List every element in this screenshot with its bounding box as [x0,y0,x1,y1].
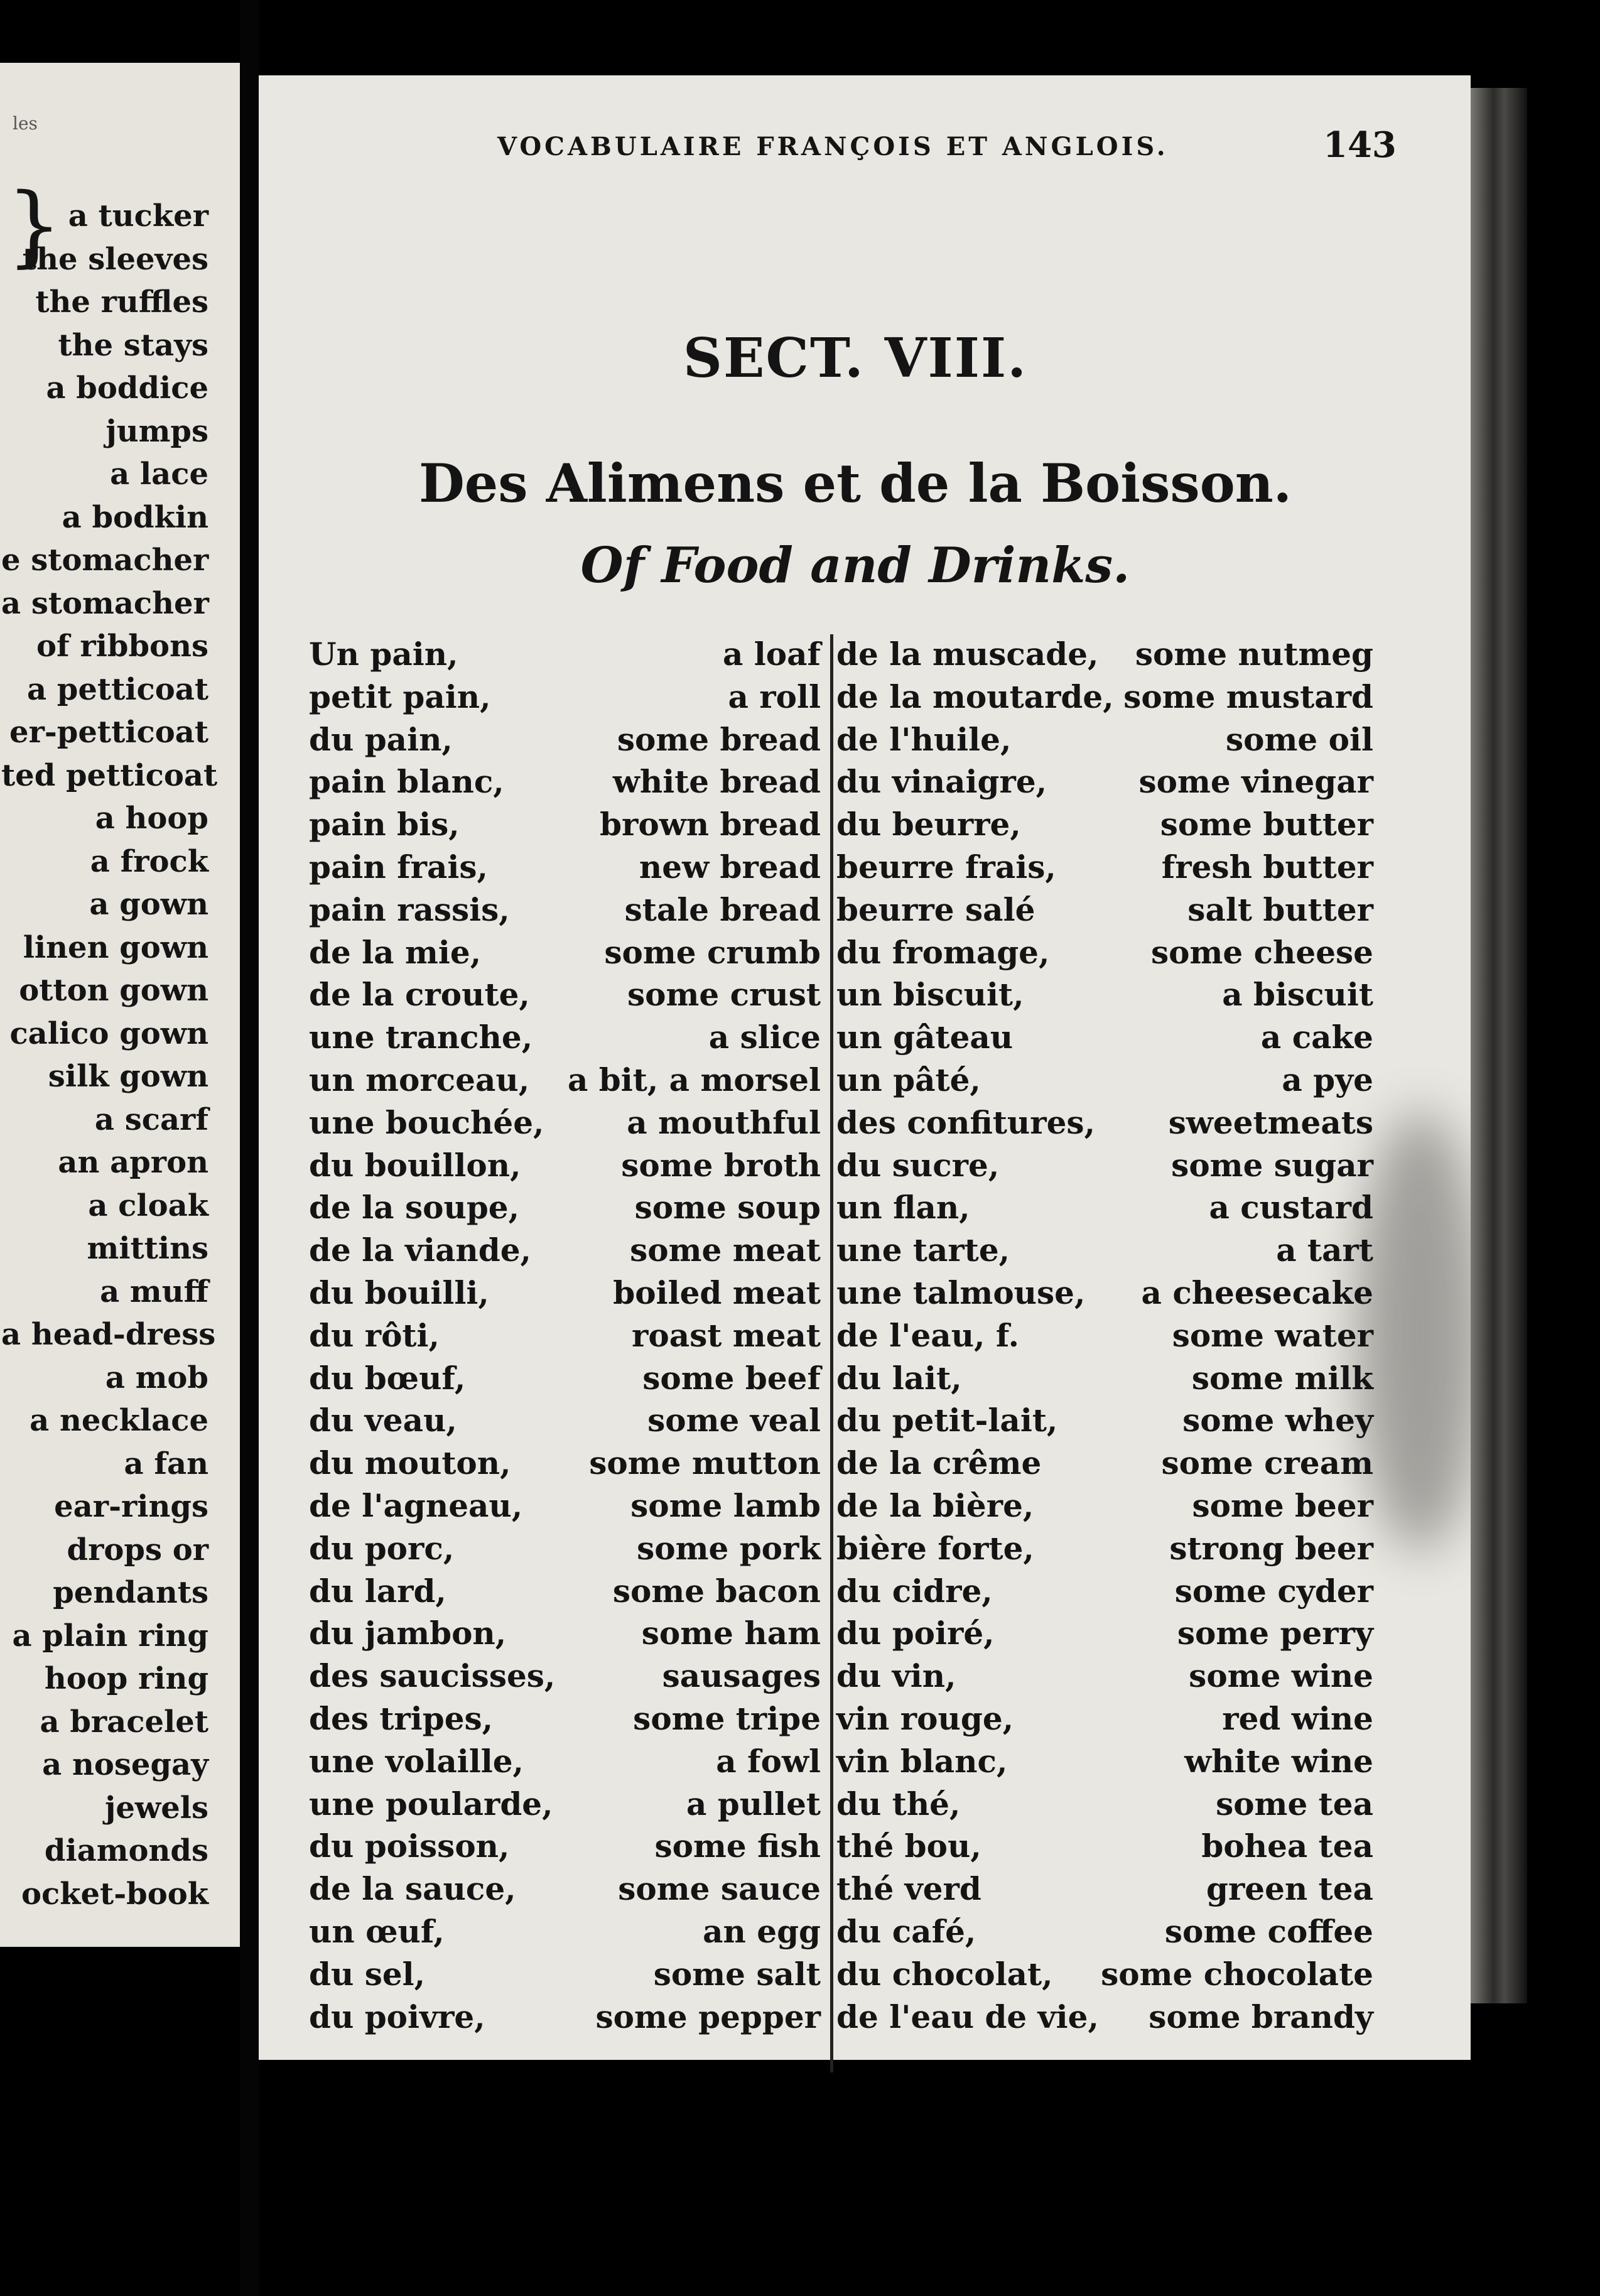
left-list-item: ear-rings [54,1489,208,1524]
english-term: a tart [1276,1232,1373,1269]
book-gutter [240,0,259,2296]
french-term: du rôti, [309,1316,440,1354]
english-term: some perry [1177,1615,1373,1652]
left-list-item: a hoop [95,801,208,836]
french-term: vin blanc, [836,1742,1008,1780]
left-list-item: a cloak [88,1188,208,1223]
french-term: du vin, [836,1657,956,1695]
english-term: some beer [1192,1486,1373,1524]
english-term: some milk [1191,1359,1373,1397]
french-term: de l'eau de vie, [836,1998,1099,2035]
french-term: pain frais, [309,848,488,885]
english-term: a custard [1209,1189,1373,1227]
english-term: some lamb [630,1486,821,1524]
french-term: de la bière, [836,1486,1034,1524]
french-term: de la mie, [309,933,482,971]
left-list-item: calico gown [9,1015,208,1051]
left-list-item: diamonds [44,1833,208,1868]
english-term: some whey [1182,1402,1373,1439]
french-term: une poularde, [309,1785,553,1822]
page-stain [1358,1112,1483,1551]
english-term: a cheesecake [1141,1274,1373,1311]
english-term: some salt [653,1955,821,1993]
left-list-item: a necklace [30,1403,208,1438]
left-list-item: linen gown [23,929,208,965]
english-term: red wine [1222,1699,1373,1737]
english-term: sausages [662,1657,821,1695]
french-term: pain rassis, [309,891,510,928]
left-list-item: a muff [100,1274,208,1309]
french-term: de la moutarde, [836,678,1114,715]
english-term: white bread [612,763,821,801]
english-term: green tea [1206,1870,1373,1908]
left-list-item: a fan [124,1446,208,1481]
left-top-mark: les [13,113,38,134]
english-term: some oil [1226,720,1373,758]
left-list-item: otton gown [19,973,208,1008]
french-term: de la croute, [309,976,530,1014]
english-term: a roll [728,678,821,715]
english-term: some butter [1160,806,1373,843]
english-term: some bacon [612,1572,821,1610]
english-term: a bit, a morsel [567,1061,821,1098]
english-term: some pepper [595,1998,821,2035]
left-list-item: ted petticoat [1,757,218,793]
left-list-item: a nosegay [42,1747,208,1782]
left-list-item: a boddice [46,371,208,406]
english-term: some vinegar [1138,763,1373,801]
running-head: VOCABULAIRE FRANÇOIS ET ANGLOIS. [497,132,1169,161]
french-term: du fromage, [836,933,1050,971]
subtitle-french: Des Alimens et de la Boisson. [418,452,1292,514]
right-page [259,75,1471,2060]
french-term: du lard, [309,1572,446,1610]
english-term: salt butter [1187,891,1373,928]
english-term: some cyder [1174,1572,1373,1610]
french-term: de la viande, [309,1232,531,1269]
french-term: du petit-lait, [836,1402,1058,1439]
french-term: une talmouse, [836,1274,1086,1311]
english-term: some crumb [604,933,821,971]
french-term: de la crême [836,1444,1042,1482]
french-term: du bœuf, [309,1359,466,1397]
english-term: some tripe [633,1699,821,1737]
left-list-item: the stays [58,327,208,363]
french-term: thé verd [836,1870,981,1908]
left-list-item: a scarf [94,1102,208,1137]
left-list-item: ocket-book [21,1876,208,1912]
french-term: bière forte, [836,1529,1034,1567]
french-term: thé bou, [836,1828,981,1865]
french-term: du poiré, [836,1615,995,1652]
english-term: a mouthful [627,1103,821,1141]
english-term: stale bread [624,891,821,928]
french-term: petit pain, [309,678,491,715]
english-term: some crust [627,976,821,1014]
left-page [0,63,240,1947]
left-list-item: a mob [105,1360,208,1395]
french-term: du lait, [836,1359,962,1397]
french-term: un biscuit, [836,976,1024,1014]
french-term: du cidre, [836,1572,993,1610]
english-term: some brandy [1149,1998,1373,2035]
french-term: une volaille, [309,1742,524,1780]
english-term: some fish [654,1828,821,1865]
french-term: pain bis, [309,806,460,843]
english-term: boiled meat [613,1274,821,1311]
french-term: du sucre, [836,1146,1000,1184]
french-term: du pain, [309,720,453,758]
french-term: un pâté, [836,1061,981,1098]
english-term: some pork [637,1529,821,1567]
english-term: some cheese [1150,933,1373,971]
left-list-item: of ribbons [36,629,208,664]
english-term: some beef [642,1359,821,1397]
english-term: sweetmeats [1168,1103,1373,1141]
english-term: roast meat [632,1316,821,1354]
french-term: du poisson, [309,1828,510,1865]
english-term: some meat [630,1232,821,1269]
left-list-item: hoop ring [44,1661,208,1696]
english-term: strong beer [1169,1529,1373,1567]
french-term: des tripes, [309,1699,494,1737]
left-list-item: er-petticoat [9,715,208,750]
english-term: fresh butter [1161,848,1373,885]
english-term: a biscuit [1222,976,1373,1014]
french-term: du beurre, [836,806,1021,843]
french-term: du porc, [309,1529,455,1567]
english-term: brown bread [600,806,821,843]
french-term: des confitures, [836,1103,1095,1141]
english-term: some mustard [1123,678,1373,715]
english-term: some sugar [1171,1146,1373,1184]
french-term: du bouillon, [309,1146,521,1184]
english-term: some water [1172,1316,1373,1354]
french-term: du sel, [309,1955,426,1993]
left-list-item: the sleeves [22,241,208,277]
left-list-item: a lace [110,457,208,492]
french-term: du thé, [836,1785,961,1822]
french-term: de l'huile, [836,720,1012,758]
page-edge [1471,88,1527,2003]
left-list-item: the ruffles [35,284,208,320]
english-term: an egg [703,1912,821,1950]
french-term: du café, [836,1912,976,1950]
english-term: a loaf [722,636,821,673]
subtitle-english: Of Food and Drinks. [580,537,1130,594]
left-list-item: a head-dress [1,1317,216,1352]
english-term: some ham [641,1615,821,1652]
english-term: a pullet [686,1785,821,1822]
french-term: de l'agneau, [309,1486,523,1524]
english-term: a slice [708,1019,821,1056]
brace: } [6,175,63,277]
french-term: de la sauce, [309,1870,516,1908]
left-list-item: jumps [105,413,208,449]
left-list-item: a tucker [68,198,208,234]
english-term: some cream [1161,1444,1373,1482]
french-term: un œuf, [309,1912,445,1950]
french-term: beurre salé [836,891,1035,928]
french-term: une tranche, [309,1019,533,1056]
english-term: some sauce [618,1870,821,1908]
english-term: bohea tea [1201,1828,1373,1865]
left-list-item: jewels [104,1790,208,1826]
french-term: du poivre, [309,1998,485,2035]
english-term: some veal [647,1402,821,1439]
english-term: some bread [617,720,821,758]
french-term: un flan, [836,1189,970,1227]
english-term: some coffee [1164,1912,1373,1950]
left-list-item: drops or [67,1532,208,1568]
left-list-item: a frock [90,843,208,879]
english-term: some mutton [589,1444,821,1482]
english-term: a pye [1282,1061,1373,1098]
page-number: 143 [1323,124,1397,166]
french-term: de la soupe, [309,1189,520,1227]
french-term: du veau, [309,1402,457,1439]
left-list-item: a bodkin [62,499,208,535]
french-term: un morceau, [309,1061,530,1098]
english-term: some chocolate [1101,1955,1373,1993]
english-term: a cake [1260,1019,1373,1056]
left-list-item: an apron [58,1145,208,1180]
english-term: some wine [1189,1657,1373,1695]
english-term: some soup [634,1189,821,1227]
left-list-item: a bracelet [40,1704,208,1740]
french-term: du jambon, [309,1615,507,1652]
left-list-item: a stomacher [1,585,209,621]
left-list-item: a gown [89,887,208,922]
left-list-item: a plain ring [12,1618,208,1654]
french-term: une tarte, [836,1232,1010,1269]
left-list-item: e stomacher [1,543,209,578]
french-term: des saucisses, [309,1657,556,1695]
english-term: new bread [639,848,821,885]
french-term: une bouchée, [309,1103,544,1141]
french-term: du chocolat, [836,1955,1053,1993]
english-term: white wine [1184,1742,1373,1780]
left-list-item: pendants [53,1575,208,1610]
english-term: some nutmeg [1135,636,1373,673]
english-term: some broth [621,1146,821,1184]
english-term: some tea [1216,1785,1373,1822]
french-term: du vinaigre, [836,763,1047,801]
left-list-item: a petticoat [26,671,208,707]
french-term: du bouilli, [309,1274,489,1311]
section-title: SECT. VIII. [683,327,1028,390]
french-term: Un pain, [309,636,458,673]
french-term: de la muscade, [836,636,1099,673]
french-term: vin rouge, [836,1699,1014,1737]
french-term: de l'eau, f. [836,1316,1019,1354]
french-term: du mouton, [309,1444,511,1482]
left-page-list [1,195,218,1915]
column-2-english [259,633,1373,2038]
french-term: beurre frais, [836,848,1056,885]
left-list-item: mittins [87,1231,208,1266]
english-term: a fowl [716,1742,821,1780]
left-list-item: silk gown [48,1059,208,1094]
french-term: pain blanc, [309,763,504,801]
french-term: un gâteau [836,1019,1014,1056]
